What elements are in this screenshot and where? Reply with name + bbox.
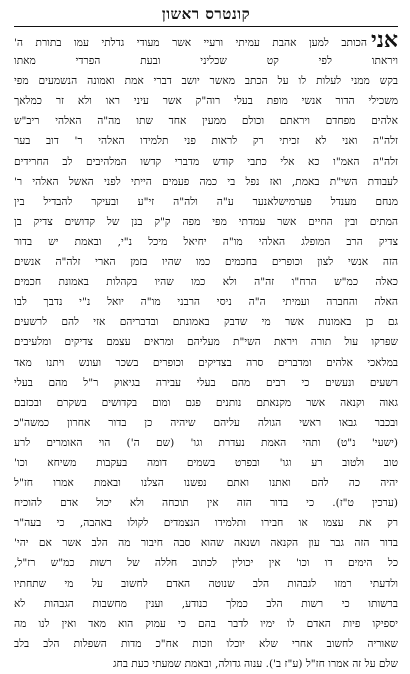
text-line: טוב ולטוב רע וגו' ובפרט בשמים דומה בעקבות משיחא וכו' bbox=[14, 456, 398, 469]
text-line: מנחם מענדל פערמישלאנער ע"ה ולה"ה זי"ע ובעיקר להבדיל בין bbox=[14, 195, 398, 208]
text-line: זלה"ה ואני לא זכיתי רק לראות פני תלמידו האלהי ר' דוב בער bbox=[14, 135, 398, 148]
text-line: (ישעי' נ"ט) ותהי האמת נעדרת וגו' (שם ה') הוי האומרים לרע bbox=[14, 436, 398, 449]
page-header bbox=[14, 4, 398, 24]
text-line: גם כן באמונות אשר מי שדבק באמונתם ובדבריהם אזי להם לרשעים bbox=[14, 316, 398, 329]
line-text: הכותב למען אהבת עמיתי ורעיי אשר מעודי גדלתי עמו בתורת ה' bbox=[14, 37, 367, 49]
text-line: רשעים ונעשים כי רבים מהם בעלי עבירה בגיאוק ר"ל מהם בעלי bbox=[14, 376, 398, 389]
text-line bbox=[14, 31, 398, 51]
text-line: צדיק הרב המופלג האלהי מו"ה יחיאל מיכל נ"י, ובאמת יש בדור bbox=[14, 235, 398, 248]
text-line: כל הימים דו וכו' אין יכולין לכתוב חללה של רשות כמ"ש רז"ל, bbox=[14, 557, 398, 570]
text-line: ולדעתי רמזו לגבהות הלב שנוטה האדם לחשוב על מי שתחתיו bbox=[14, 577, 398, 590]
text-line: רק את עצמו או חבירו ותלמידו הנצמדים לקולו באהבה, כי בעה"ר bbox=[14, 517, 398, 530]
text-line: יספיקו פיות האדם לו ימיו לדבר בהם כי עמוק הוא מאד ואין לנו מה bbox=[14, 617, 398, 630]
text-line: (ערכין ט"ז). כי בדור הזה אין תוכחה ולא יכול אדם להוכיח bbox=[14, 497, 398, 510]
text-line: ויראתו לפי קט שכליני ובעת הפרדי מאתו bbox=[14, 55, 398, 68]
text-line: לעבודת השי"ת באמת, ואז נפל בי כמה פעמים הייתי לפני האשל האלהי ר' bbox=[14, 175, 398, 188]
text-line: בקש ממני לעלות לו על הכתב מאשר יושב דברי אמת ואמונה הנשמעים מפי bbox=[14, 75, 398, 88]
text-line: זלה"ה האמ"ו כא אלי כתבי קודש מדברי קדשו המלהיבים לב החרידים bbox=[14, 155, 398, 168]
body-text bbox=[14, 31, 398, 674]
text-line: אלהים מפחדם ויראתם וכולם ממעין אחד שתו מה"ה האלהי ריב"ש bbox=[14, 115, 398, 128]
text-line: שפרקו עול תורה ויראת השי"ת מעליהם ומראים עצמם צדיקים ומלעיבים bbox=[14, 336, 398, 349]
text-line: שלם על זה אמרו חז"ל (ע"ז ב'). ענוה גדולה, ובאמת שמעתי כעת בחג bbox=[113, 657, 398, 670]
text-line: המתים ובין החיים אשר עמדתי מפי מפה ק"ק בנן של קדושים צדיק בן bbox=[14, 215, 398, 228]
text-line: ברשותו כי רשות הלב כמלך כנודע, וענין מחשבות הגבהות לא bbox=[14, 597, 398, 610]
text-line: גאוה וקנאה אשר מקנאתם נותנים פגם ומום בקדושים בשקרם ובכזבם bbox=[14, 396, 398, 409]
section-title: קונטרס ראשון bbox=[161, 5, 251, 23]
header-rule bbox=[14, 26, 398, 27]
text-line: משכילי הדור אנשי מופת בעלי רוה"ק אשר עיני ראו ולא זר כמלאך bbox=[14, 95, 398, 108]
text-line: בדור הזה גבר עון הקנאה ושנאה שהוא סבה חיבור מה הלב אשר אם יהי' bbox=[14, 537, 398, 550]
text-line: יהיה כה להם ואתנו ואתם נפשנו הצלנו ובאמת אמרו חז"ל bbox=[14, 477, 398, 490]
text-line: במלאכי אלהים ומדברים סרה בצדיקים וכופרים בשכר ועונש ויתנו מאד bbox=[14, 356, 398, 369]
text-line: שאוריה לחשוב אחרי שלא יוכלו וזכות אח"כ מדות השפלות הלב בלב bbox=[14, 637, 398, 650]
text-line: ובכבר גבאו ראשי הגולה עליהם שיהיה כן בדור אחרון כמשה"כ bbox=[14, 416, 398, 429]
text-line: האלה והחברה ועמיתי ה"ה ניסי הרבני מו"ה יואל נ"י נדבך לבו bbox=[14, 296, 398, 309]
opening-word: אני bbox=[370, 31, 398, 52]
text-line: הזה אנשי לצון וכופרים בחכמים כמו שהיו בזמן הארי זלה"ה אנשים bbox=[14, 256, 398, 269]
text-line: כאלה כמ"ש הרח"ו זה"ה ולא כמו שהיו בקהלות באמונת חכמים bbox=[14, 276, 398, 289]
